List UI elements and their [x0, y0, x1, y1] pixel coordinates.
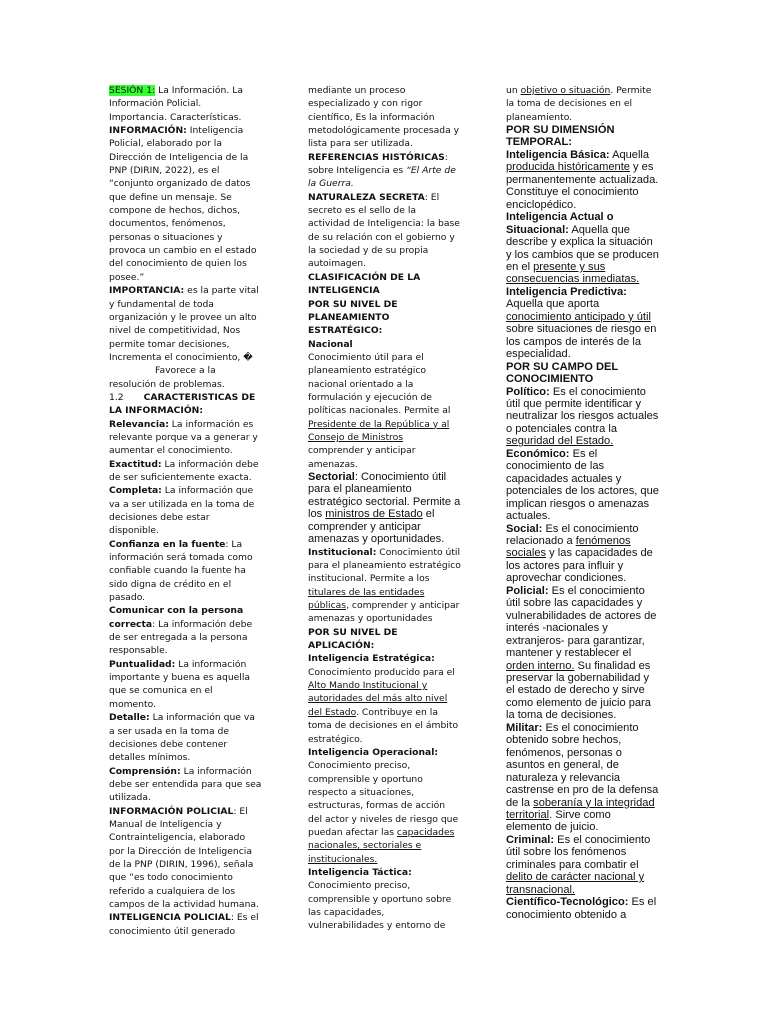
continuation-paragraph: mediante un proceso especializado y con rigor científico, Es la información metodológicamente procesada y lista para ser utilizada.: [308, 85, 460, 150]
economico-paragraph: Económico: Es el conocimiento de las capacidades actuales y potenciales de los actores, que implican riesgos o amenazas actuales.: [506, 447, 659, 523]
operacional-heading: Inteligencia Operacional:: [308, 746, 439, 758]
basica-paragraph: Inteligencia Básica: Aquella producida históricamente y es permanentemente actualizada. Constituye el conocimiento enciclopédico.: [506, 148, 659, 211]
confianza-paragraph: Confianza en la fuente: La información será tomada como confiable cuando la fuente ha sido digna de crédito en el pasado.: [109, 538, 253, 604]
actual-paragraph: Inteligencia Actual o Situacional: Aquella que describe y explica la situación y los cambios que se producen en el presente y sus consecuencias inmediatas.: [506, 211, 659, 286]
policial-paragraph: Policial: Es el conocimiento útil sobre las capacidades y vulnerabilidades de actores de interés -nacionales y extranjeros- para garantizar, mantener y restablecer el orden interno. Su finalidad es preservar la gobernabilidad y el estado de derecho y sirve como elemento de juicio para la toma de decisiones.: [506, 584, 657, 722]
naturaleza-paragraph: NATURALEZA SECRETA: El secreto es el sello de la actividad de Inteligencia: la base de su relación con el gobierno y la sociedad y de su propia autoimagen.: [308, 191, 460, 270]
exactitud-paragraph: Exactitud: La información debe de ser suficientemente exacta.: [109, 458, 259, 483]
social-paragraph: Social: Es el conocimiento relacionado a fenómenos sociales y las capacidades de los actores para influir y aprovechar condiciones.: [506, 522, 653, 585]
tactica-heading: Inteligencia Táctica:: [308, 866, 412, 878]
referencias-paragraph: REFERENCIAS HISTÓRICAS: sobre Inteligencia es “El Arte de la Guerra.: [308, 151, 456, 190]
militar-paragraph: Militar: Es el conocimiento obtenido sobre hechos, fenómenos, personas o asuntos en general, de naturaleza y relevancia castrense en pro de la defensa de la soberanía y la integridad territorial. Sirve como elemento de juicio.: [506, 721, 659, 834]
institucional-paragraph: Institucional: Conocimiento útil para el planeamiento estratégico institucional. Permite a los titulares de las entidades públicas, comprender y anticipar amenazas y oportunidades: [308, 546, 461, 625]
tactica-paragraph: Conocimiento preciso, comprensible y oportuno sobre las capacidades, vulnerabilidades y entorno de: [308, 880, 452, 932]
dimension-temporal-heading: POR SU DIMENSIÓN TEMPORAL:: [506, 124, 615, 149]
politico-paragraph: Político: Es el conocimiento útil que permite identificar y neutralizar los riesgos actuales o potenciales contra la seguridad del Estado.: [506, 385, 659, 448]
inteligencia-policial-paragraph: INTELIGENCIA POLICIAL: Es el conocimiento útil generado: [109, 912, 259, 937]
session-heading: SESIÓN 1: La Información. La Información Policial. Importancia. Características.: [109, 85, 243, 123]
puntualidad-paragraph: Puntualidad: La información importante y buena es aquella que se comunica en el momento.: [109, 658, 251, 710]
estrategica-heading: Inteligencia Estratégica:: [308, 653, 435, 665]
campo-conocimiento-heading: POR SU CAMPO DEL CONOCIMIENTO: [506, 360, 618, 386]
nacional-heading: Nacional: [308, 338, 353, 350]
operacional-paragraph: Conocimiento preciso, comprensible y oportuno respecto a situaciones, estructuras, formas de acción del actor y niveles de riesgo que puedan afectar las capacidades nacionales, sectoriales e institucionales.: [308, 760, 459, 865]
importancia-bullet: Favorece a la resolución de problemas.: [109, 365, 225, 390]
nacional-paragraph: Conocimiento útil para el planeamiento estratégico nacional orientado a la formulación y ejecución de políticas nacionales. Permite al Presidente de la República y al Consejo de Ministros comprender y anticipar amenazas.: [308, 351, 451, 470]
informacion-policial-paragraph: INFORMACIÓN POLICIAL: El Manual de Inteligencia y Contrainteligencia, elaborado por la Dirección de Inteligencia de la PNP (DIRIN, 1996), señala que “es todo conocimiento referido a cualquiera de los campos de la actividad humana.: [109, 805, 259, 910]
column-2: [308, 84, 461, 933]
planeamiento-heading: POR SU NIVEL DE PLANEAMIENTO ESTRATÉGICO:: [308, 298, 398, 337]
comprension-paragraph: Comprensión: La información debe ser entendida para que sea utilizada.: [109, 765, 262, 804]
aplicacion-heading: POR SU NIVEL DE APLICACIÓN:: [308, 626, 398, 652]
clasificacion-heading: CLASIFICACIÓN DE LA INTELIGENCIA: [308, 271, 421, 297]
criminal-paragraph: Criminal: Es el conocimiento útil sobre los fenómenos criminales para combatir el delito de carácter nacional y transnacional.: [506, 833, 651, 896]
cientifico-tecnologico-paragraph: Científico-Tecnológico: Es el conocimiento obtenido a: [506, 896, 657, 921]
informacion-paragraph: INFORMACIÓN: Inteligencia Policial, elaborado por la Dirección de Inteligencia de la PNP (DIRIN, 2022), es el “conjunto organizado de datos que define un mensaje. Se compone de hechos, dichos, documentos, fenómenos, personas o situaciones y provoca un cambio en el estado del conocimiento de quien los posee.”: [109, 125, 257, 283]
completa-paragraph: Completa: La información que va a ser utilizada en la toma de decisiones debe estar disponible.: [109, 485, 255, 537]
continuation-paragraph: un objetivo o situación. Permite la toma de decisiones en el planeamiento.: [506, 85, 652, 123]
session-highlight: SESIÓN 1:: [109, 85, 156, 96]
sectorial-paragraph: Sectorial: Conocimiento útil para el planeamiento estratégico sectorial. Permite a los ministros de Estado el comprender y anticipar amenazas y oportunidades.: [308, 470, 461, 546]
estrategica-paragraph: Conocimiento producido para el Alto Mando Institucional y autoridades del más alto nivel del Estado. Contribuye en la toma de decisiones en el ámbito estratégico.: [308, 666, 459, 745]
relevancia-paragraph: Relevancia: La información es relevante porque va a generar y aumentar el conocimiento.: [109, 418, 258, 457]
column-3: [506, 84, 659, 921]
detalle-paragraph: Detalle: La información que va a ser usada en la toma de decisiones debe contener detalles mínimos.: [109, 712, 255, 764]
importancia-paragraph: IMPORTANCIA: es la parte vital y fundamental de toda organización y le provee un alto nivel de competitividad, Nos permite tomar decisiones, Incrementa el conocimiento, �: [109, 285, 259, 363]
caracteristicas-heading: 1.2 CARACTERISTICAS DE LA INFORMACIÓN:: [109, 391, 256, 417]
comunicar-paragraph: Comunicar con la persona correcta: La información debe de ser entregada a la persona responsable.: [109, 605, 253, 657]
column-1: [109, 84, 262, 938]
predictiva-paragraph: Inteligencia Predictiva: Aquella que aporta conocimiento anticipado y útil sobre situaciones de riesgo en los campos de interés de la especialidad.: [506, 285, 657, 361]
